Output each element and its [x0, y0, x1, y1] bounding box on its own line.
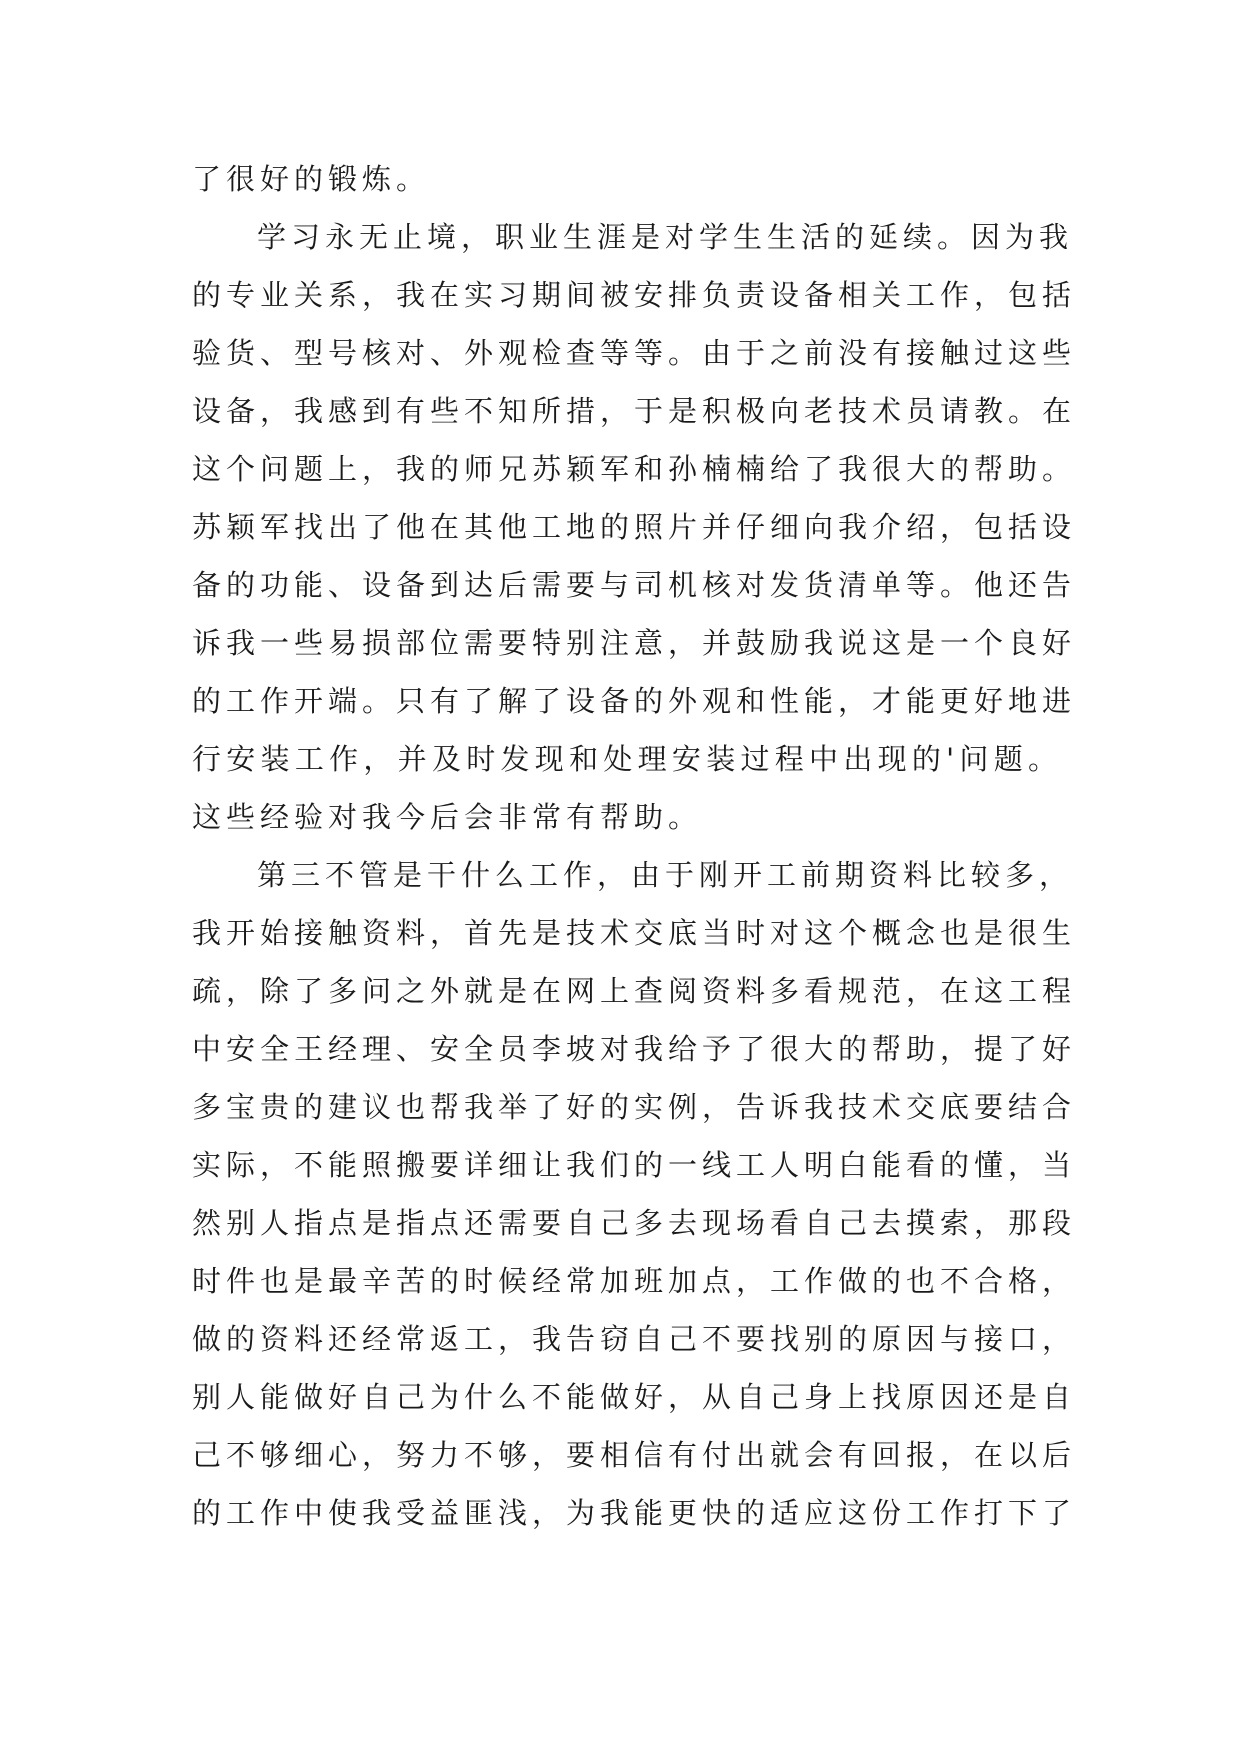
paragraph-first-line: 学习永无止境，职业生涯是对学生生活的延续。因为我 — [257, 220, 1074, 254]
text-line: 这个问题上，我的师兄苏颖军和孙楠楠给了我很大的帮助。 — [192, 452, 1077, 486]
text-line: 然别人指点是指点还需要自己多去现场看自己去摸索，那段 — [192, 1206, 1077, 1240]
text-line: 苏颖军找出了他在其他工地的照片并仔细向我介绍，包括设 — [192, 510, 1077, 544]
paragraph-first-line: 第三不管是干什么工作，由于刚开工前期资料比较多， — [257, 858, 1074, 892]
text-line: 这些经验对我今后会非常有帮助。 — [192, 800, 703, 834]
text-line: 疏，除了多问之外就是在网上查阅资料多看规范，在这工程 — [192, 974, 1077, 1008]
text-line: 中安全王经理、安全员李坡对我给予了很大的帮助，提了好 — [192, 1032, 1077, 1066]
text-line: 行安装工作，并及时发现和处理安装过程中出现的'问题。 — [192, 742, 1062, 776]
body-text — [192, 150, 1077, 1542]
text-line: 多宝贵的建议也帮我举了好的实例，告诉我技术交底要结合 — [192, 1090, 1077, 1124]
text-line: 了很好的锻炼。 — [192, 162, 431, 196]
text-line: 验货、型号核对、外观检查等等。由于之前没有接触过这些 — [192, 336, 1077, 370]
text-line: 做的资料还经常返工，我告窃自己不要找别的原因与接口， — [192, 1322, 1077, 1356]
text-line: 别人能做好自己为什么不能做好，从自己身上找原因还是自 — [192, 1380, 1077, 1414]
text-line: 诉我一些易损部位需要特别注意，并鼓励我说这是一个良好 — [192, 626, 1077, 660]
text-line: 实际，不能照搬要详细让我们的一线工人明白能看的懂，当 — [192, 1148, 1077, 1182]
text-line: 备的功能、设备到达后需要与司机核对发货清单等。他还告 — [192, 568, 1077, 602]
text-line: 时件也是最辛苦的时候经常加班加点，工作做的也不合格， — [192, 1264, 1077, 1298]
text-line: 的专业关系，我在实习期间被安排负责设备相关工作，包括 — [192, 278, 1077, 312]
text-line: 己不够细心，努力不够，要相信有付出就会有回报，在以后 — [192, 1438, 1077, 1472]
text-line: 我开始接触资料，首先是技术交底当时对这个概念也是很生 — [192, 916, 1077, 950]
text-line: 的工作开端。只有了解了设备的外观和性能，才能更好地进 — [192, 684, 1077, 718]
text-line: 设备，我感到有些不知所措，于是积极向老技术员请教。在 — [192, 394, 1077, 428]
text-line: 的工作中使我受益匪浅，为我能更快的适应这份工作打下了 — [192, 1496, 1077, 1530]
